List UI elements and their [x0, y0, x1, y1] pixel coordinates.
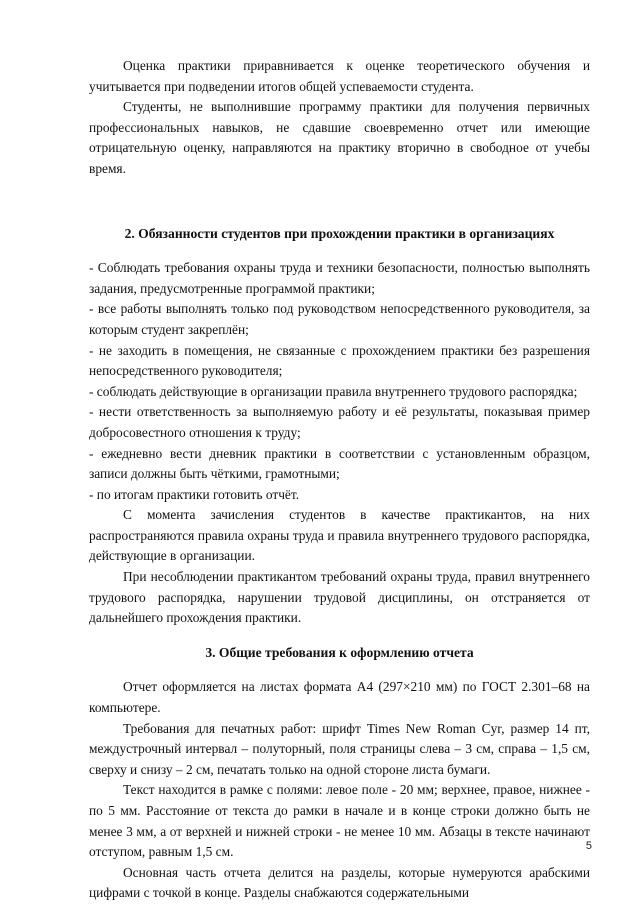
- list-item: - не заходить в помещения, не связанные с прохождением практики без разрешения непосредственного руководителя;: [89, 342, 590, 379]
- section-heading: 2. Обязанности студентов при прохождении практики в организациях: [124, 225, 555, 241]
- body-paragraph: Отчет оформляется на листах формата А4 (297×210 мм) по ГОСТ 2.301–68 на компьютере.: [89, 679, 590, 716]
- intro-paragraph: Студенты, не выполнившие программу практики для получения первичных профессиональных навыков, не сдавшие своевременно отчет или имеющие отрицательную оценку, направляются на практику вторично в свободное от учебы время.: [89, 99, 590, 176]
- body-paragraph: Основная часть отчета делится на разделы, которые нумеруются арабскими цифрами с точкой в конце. Разделы снабжаются содержательными: [89, 864, 590, 901]
- body-paragraph: Требования для печатных работ: шрифт Times New Roman Cyr, размер 14 пт, междустрочный интервал – полуторный, поля страницы слева – 3 см, справа – 1,5 см, сверху и снизу – 2 см, печатать только на одной стороне листа бумаги.: [89, 720, 590, 777]
- list-item: - ежедневно вести дневник практики в соответствии с установленным образцом, записи должны быть чёткими, грамотными;: [89, 445, 590, 482]
- list-item: - Соблюдать требования охраны труда и техники безопасности, полностью выполнять задания, предусмотренные программой практики;: [89, 260, 590, 296]
- page-number: 5: [585, 840, 592, 852]
- list-item: - нести ответственность за выполняемую работу и её результаты, показывая пример добросовестного отношения к труду;: [89, 404, 590, 440]
- list-item: - по итогам практики готовить отчёт.: [89, 486, 300, 502]
- document-page: [89, 56, 590, 904]
- body-paragraph: При несоблюдении практикантом требований охраны труда, правил внутреннего трудового распорядка, нарушении трудовой дисциплины, он отстраняется от дальнейшего прохождения практики.: [89, 569, 590, 626]
- list-item: - соблюдать действующие в организации правила внутреннего трудового распорядка;: [89, 383, 578, 399]
- intro-paragraph: Оценка практики приравнивается к оценке теоретического обучения и учитывается при подведении итогов общей успеваемости студента.: [89, 58, 590, 94]
- section-heading: 3. Общие требования к оформлению отчета: [205, 644, 474, 660]
- body-paragraph: Текст находится в рамке с полями: левое поле - 20 мм; верхнее, правое, нижнее - по 5 мм. Расстояние от текста до рамки в начале и в конце строки должно быть не менее 3 мм, а от верхней и нижней строки - не менее 10 мм. Абзацы в тексте начинают отступом, равным 1,5 см.: [89, 782, 590, 860]
- list-item: - все работы выполнять только под руководством непосредственного руководителя, за которым студент закреплён;: [89, 301, 590, 337]
- body-paragraph: С момента зачисления студентов в качестве практикантов, на них распространяются правила охраны труда и правила внутреннего трудового распорядка, действующие в организации.: [89, 507, 590, 564]
